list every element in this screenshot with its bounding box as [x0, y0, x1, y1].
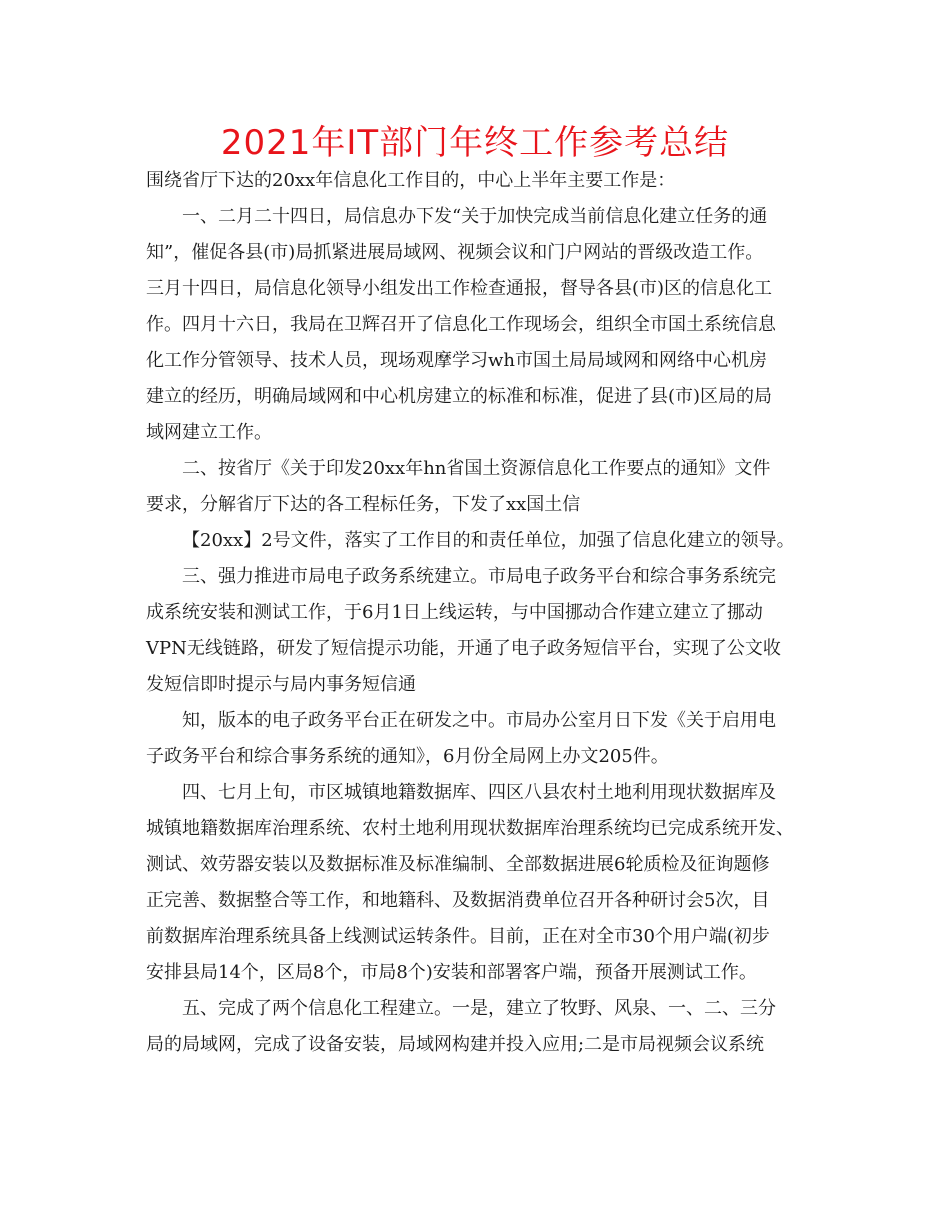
paragraph-line: 建立的经历，明确局域网和中心机房建立的标准和标准，促进了县(市)区局的局	[146, 386, 773, 407]
paragraph-line: 作。四月十六日，我局在卫辉召开了信息化工作现场会，组织全市国土系统信息	[146, 314, 776, 335]
paragraph-line: 【20xx】2号文件，落实了工作目的和责任单位，加强了信息化建立的领导。	[182, 530, 795, 551]
paragraph-line: 测试、效劳器安装以及数据标准及标准编制、全部数据进展6轮质检及征询题修	[146, 854, 770, 875]
paragraph-line: 围绕省厅下达的20xx年信息化工作目的，中心上半年主要工作是：	[146, 170, 676, 191]
paragraph-line: 安排县局14个，区局8个，市局8个)安装和部署客户端，预备开展测试工作。	[146, 962, 757, 983]
paragraph-line: 要求，分解省厅下达的各工程标任务，下发了xx国土信	[146, 494, 581, 515]
paragraph-line: 四、七月上旬，市区城镇地籍数据库、四区八县农村土地利用现状数据库及	[182, 782, 776, 803]
paragraph-line: 五、完成了两个信息化工程建立。一是，建立了牧野、风泉、一、二、三分	[182, 998, 776, 1019]
paragraph-line: 三、强力推进市局电子政务系统建立。市局电子政务平台和综合事务系统完	[182, 566, 776, 587]
paragraph-line: 一、二月二十四日，局信息办下发“关于加快完成当前信息化建立任务的通	[182, 206, 768, 227]
paragraph-line: 知”，催促各县(市)局抓紧进展局域网、视频会议和门户网站的晋级改造工作。	[146, 242, 764, 263]
paragraph-line: 化工作分管领导、技术人员，现场观摩学习wh市国土局局域网和网络中心机房	[146, 350, 767, 371]
paragraph-line: 子政务平台和综合事务系统的通知》，6月份全局网上办文205件。	[146, 746, 669, 767]
paragraph-line: 知，版本的电子政务平台正在研发之中。市局办公室月日下发《关于启用电	[182, 710, 776, 731]
paragraph-line: 前数据库治理系统具备上线测试运转条件。目前，正在对全市30个用户端(初步	[146, 926, 770, 947]
paragraph-line: 正完善、数据整合等工作，和地籍科、及数据消费单位召开各种研讨会5次，目	[146, 890, 770, 911]
paragraph-line: 域网建立工作。	[146, 422, 272, 443]
paragraph-line: 发短信即时提示与局内事务短信通	[146, 674, 416, 695]
paragraph-line: 局的局域网，完成了设备安装，局域网构建并投入应用;二是市局视频会议系统	[146, 1034, 765, 1055]
paragraph-line: 城镇地籍数据库治理系统、农村土地利用现状数据库治理系统均已完成系统开发、	[146, 818, 794, 839]
paragraph-line: 三月十四日，局信息化领导小组发出工作检查通报，督导各县(市)区的信息化工	[146, 278, 773, 299]
paragraph-line: VPN无线链路，研发了短信提示功能，开通了电子政务短信平台，实现了公文收	[146, 638, 781, 659]
paragraph-line: 二、按省厅《关于印发20xx年hn省国土资源信息化工作要点的通知》文件	[182, 458, 771, 479]
document-title: 2021年IT部门年终工作参考总结	[220, 123, 730, 163]
paragraph-line: 成系统安装和测试工作，于6月1日上线运转，与中国挪动合作建立建立了挪动	[146, 602, 763, 623]
